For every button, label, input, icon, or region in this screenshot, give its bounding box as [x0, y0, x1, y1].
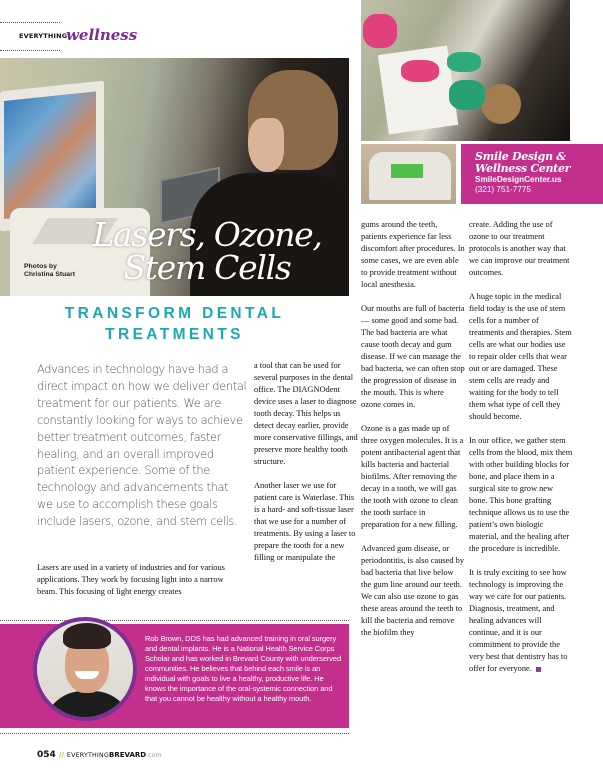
pink-glove-shape — [401, 60, 439, 82]
dental-procedure-photo — [361, 0, 570, 141]
article-paragraph: create. Adding the use of ozone to our treatment protocols is another way that we can improve our treatment outcomes. — [469, 220, 570, 277]
header-dotted-rule-top — [0, 22, 60, 23]
article-paragraph: A huge topic in the medical field today is the use of stem cells for a number of treatments and therapies. Stem cells are what our bodies use to repair older cells that wear out or are damaged. These stem cells are ready and waiting for the body to tell them what type of cell they should become. — [469, 292, 572, 421]
practice-name-line2: Wellness Center — [475, 161, 571, 175]
article-column-4 — [469, 219, 573, 687]
page-number: 054 — [37, 750, 56, 760]
article-paragraph: Our mouths are full of bacteria — some good and some bad. The bad bacteria are what cause tooth decay and gum disease. If we can manage the bad bacteria, we can often stop the progression of disease in the mouth. This is where ozone comes in. — [361, 304, 465, 409]
article-subtitle — [0, 303, 349, 345]
section-title: wellness — [66, 26, 138, 44]
article-paragraph: Advanced gum disease, or periodontitis, is also caused by bad bacteria that live below the gum line around our teeth. We can also use ozone to gas these areas around the teeth to kill the bacteria and remove the biofilm they — [361, 544, 465, 637]
bio-dotted-rule-bottom — [0, 733, 349, 734]
article-title-line2: Stem Cells — [123, 248, 291, 287]
final-paragraph-text: It is truly exciting to see how technology is improving the way we care for our patients. Diagnosis, treatment, and healing advances will continue, and it is our commitment to provide the very best that dentistry has to offer for everyone. — [469, 568, 568, 673]
avatar-hair-shape — [63, 623, 111, 649]
article-subtitle-line2: TREATMENTS — [105, 326, 244, 343]
green-glove-shape — [447, 52, 481, 72]
hero-photo — [0, 58, 349, 296]
author-avatar — [33, 617, 137, 721]
footer-site-part3: .com — [146, 752, 162, 759]
end-of-article-square-icon — [536, 667, 541, 672]
bio-dotted-rule-top — [0, 620, 349, 621]
article-intro: Advances in technology have had a direct impact on how we deliver dental treatment for our patients. We are constantly looking for ways to achieve better treatment outcomes, faster healing, and an overall improved patient experience. Some of the technology and advancements that we use to accomplish these goals include lasers, ozone, and stem cells. — [37, 362, 247, 529]
practice-name-line1: Smile Design & — [475, 150, 566, 163]
green-glove-shape — [449, 80, 485, 110]
photo-credit-line1: Photos by — [24, 263, 57, 270]
practice-phone: (321) 751-7775 — [475, 185, 531, 194]
page-footer — [37, 750, 162, 760]
article-paragraph: gums around the teeth, patients experience far less discomfort after procedures. In some cases, we are even able to provide treatment without local anesthesia. — [361, 220, 465, 289]
machine-light-shape — [391, 164, 423, 178]
milling-machine-photo — [361, 144, 456, 204]
article-paragraph: In our office, we gather stem cells from the blood, mix them with other building blocks for bone, and place them in a surgical site to grow new bone. This bone grafting technique allows us to use the patient’s own biologic material, and the healing after the procedure is incredible. — [469, 436, 573, 553]
header-dotted-rule-bottom — [0, 50, 60, 51]
article-title-line1: Lasers, Ozone, — [92, 215, 322, 254]
article-column-2 — [254, 360, 358, 576]
practice-name — [475, 151, 603, 174]
practice-info-box — [461, 144, 603, 204]
article-title — [72, 215, 342, 287]
photo-credit — [24, 263, 75, 278]
author-bio-text: Rob Brown, DDS has had advanced training in oral surgery and dental implants. He is a National Health Service Corps Scholar and has worked in Brevard County with underserved communities. He believes that behind each smile is an individual with goals to live a healthy, productive life. He knows the importance of the oral-systemic connection and that you cannot be healthy without a healthy mouth. — [145, 634, 342, 703]
article-paragraph: Another laser we use for patient care is Waterlase. This is a hard- and soft-tissue laser that we use for a number of treatments. By using a laser to prepare the tooth for a new filling or manipulate the — [254, 481, 356, 562]
patient-hair-shape — [481, 84, 521, 124]
footer-site-part1: EVERYTHING — [66, 752, 110, 759]
footer-site-part2: BREVARD — [109, 751, 147, 759]
avatar-shirt-shape — [43, 691, 133, 721]
assistant-face-shape — [248, 118, 284, 172]
pink-glove-shape — [363, 14, 397, 48]
article-column-3 — [361, 219, 465, 651]
article-paragraph: a tool that can be used for several purposes in the dental office. The DIAGNOdent device uses a laser to diagnose tooth decay. This helps us detect decay earlier, provide more conservative fillings, and preserve more healthy tooth structure. — [254, 361, 358, 466]
footer-separator: // — [58, 751, 64, 759]
article-paragraph: Ozone is a gas made up of three oxygen molecules. It is a potent antibacterial agent that kills bacteria and bacterial biofilms. After removing the decay in a tooth, we will gas the tooth with ozone to clean the tooth surface in preparation for a new filling. — [361, 424, 464, 529]
article-paragraph-final — [469, 567, 573, 675]
photo-credit-line2: Christina Stuart — [24, 270, 75, 278]
monitor-screen — [4, 91, 96, 219]
article-paragraph: Lasers are used in a variety of industries and for various applications. They work by focusing light into a narrow beam. This focusing of light energy creates — [37, 563, 225, 596]
practice-website[interactable]: SmileDesignCenter.us — [475, 175, 562, 184]
article-subtitle-line1: TRANSFORM DENTAL — [64, 305, 285, 322]
section-kicker: EVERYTHING — [19, 32, 68, 40]
